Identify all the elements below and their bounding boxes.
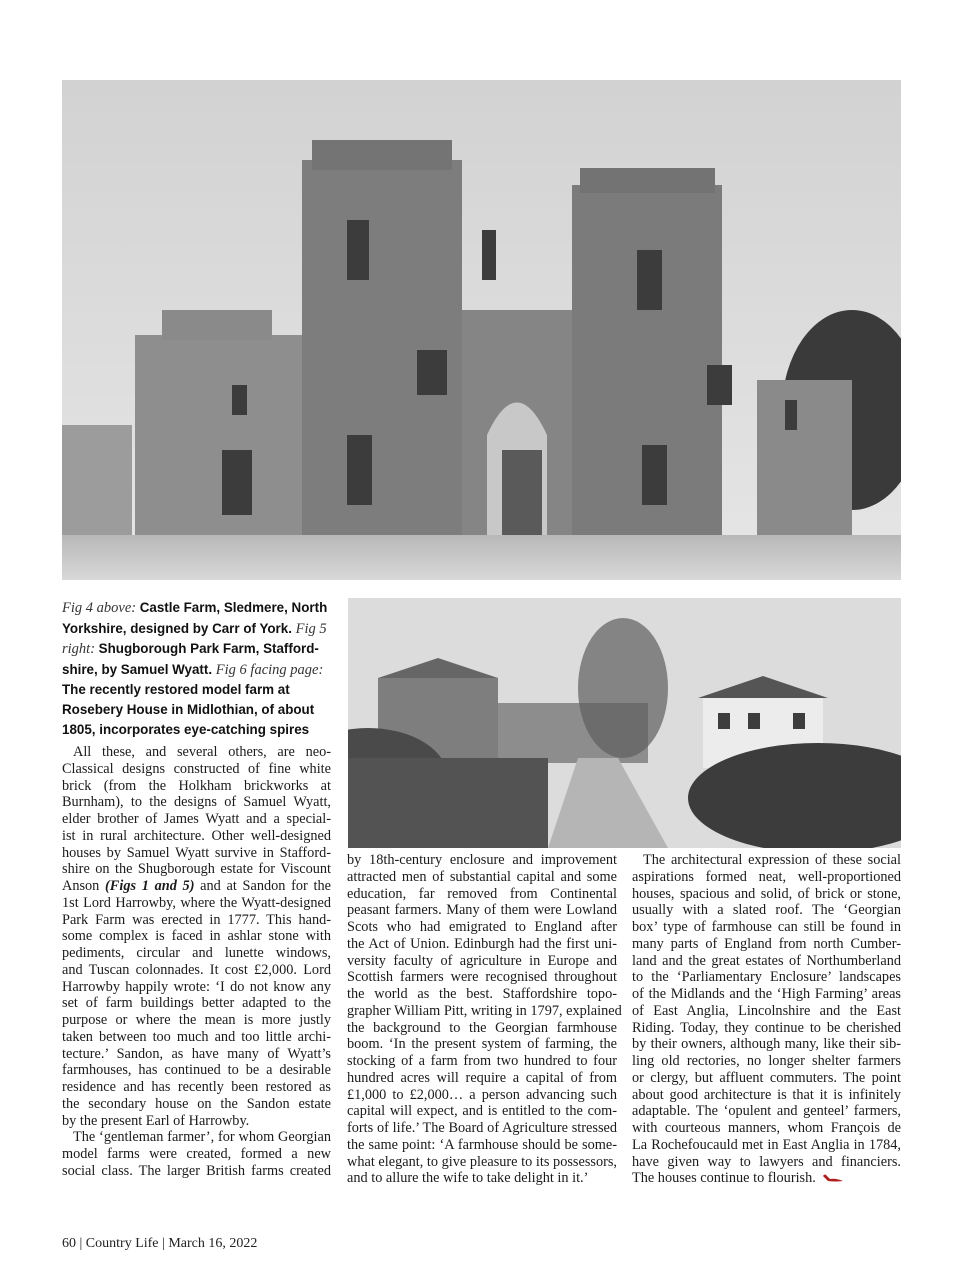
text-line: the secondary house on the Sandon estate (62, 1095, 331, 1112)
text-line: versity faculty of agriculture in Europe and (347, 952, 617, 969)
text-line: model farms were created, formed a new (62, 1146, 331, 1162)
paragraph (347, 852, 622, 1187)
text-line: land and the great estates of Northumberland (632, 952, 901, 969)
text-line: La Rochefoucauld met in East Anglia in 1784, (632, 1136, 901, 1153)
text-line: many parts of England from north Cumber- (632, 935, 901, 952)
figure-reference: (Figs 1 and 5) (105, 878, 195, 894)
text-line: £1,000 to £2,000… a person advancing such (347, 1086, 617, 1103)
text-line: aspirations formed neat, well-proportioned (632, 868, 901, 885)
text-line: what elegant, to give pleasure to its possessors, (347, 1153, 617, 1170)
article-column-2 (347, 852, 622, 1187)
text-line: Burnham), to the designs of Samuel Wyatt, (62, 794, 331, 811)
text-line: The architectural expression of these social (643, 852, 901, 868)
caption-line (62, 619, 348, 640)
text-line: the world as the best. Staffordshire topo- (347, 986, 617, 1002)
paragraph (62, 1129, 331, 1179)
text-line: Riding. Today, they continue to be cherished (632, 1019, 901, 1036)
text-line: with courteous manners, whom François de (632, 1120, 901, 1136)
photo-shugborough-park-farm (348, 598, 901, 848)
text-line: Harrowby happily wrote: ‘I do not know any (62, 978, 331, 995)
text-line: stocking of a farm from two hundred to four (347, 1053, 617, 1069)
caption-figure-label: Fig 5 (295, 620, 327, 637)
text-line: purpose or where the mean is more justly (62, 1012, 331, 1028)
text-line: shire on the Shugborough estate for Viscount (62, 861, 331, 878)
text-line: Scots who had emigrated to England after (347, 919, 617, 935)
text-line: ling old rectories, no longer shelter farmers (632, 1053, 901, 1069)
text-line: Park Farm was erected in 1777. This hand- (62, 911, 331, 928)
text-line: hundred acres will require a capital of from (347, 1069, 617, 1086)
text-line: tecture.’ Sandon, as have many of Wyatt’s (62, 1045, 331, 1062)
text-line: pediments, circular and lunette windows, (62, 945, 331, 961)
text-line: houses, spacious and solid, of brick or stone, (632, 885, 901, 902)
caption-line (62, 720, 348, 740)
text-line: about good architecture is that it is infinitely (632, 1086, 901, 1103)
text-line: ist in rural architecture. Other well-designed (62, 827, 331, 844)
text-line: box’ type of farmhouse can still be found in (632, 919, 901, 935)
text-line: farmhouses, has continued to be a desirable (62, 1062, 331, 1079)
caption-text: The recently restored model farm at (62, 682, 290, 698)
article-column-3 (632, 852, 901, 1187)
text-line: have given way to lawyers and financiers. (632, 1153, 901, 1170)
text-line: and to allure the wife to take delight in it.’ (347, 1170, 589, 1187)
article-column-1 (62, 744, 331, 1180)
figure-caption (62, 598, 348, 739)
text-line: adaptable. The ‘opulent and genteel’ farmers, (632, 1103, 901, 1120)
text-line (62, 878, 331, 895)
caption-figure-label: Fig 4 above: (62, 600, 140, 616)
caption-text: shire, by Samuel Wyatt. (62, 661, 216, 677)
photo-castle-farm-sledmere (62, 80, 901, 580)
caption-text: Shugborough Park Farm, Stafford- (98, 641, 319, 657)
caption-line (62, 680, 348, 700)
text-line: brick (from the Holkham brickworks at (62, 777, 331, 794)
text-line: peasant farmers. Many of them were Lowland (347, 902, 617, 919)
text-line: social class. The larger British farms created (62, 1162, 331, 1179)
text-line: education, far removed from Continental (347, 885, 617, 902)
text-line: attracted men of substantial capital and some (347, 868, 617, 885)
text-line: the same point: ‘A farmhouse should be some- (347, 1136, 617, 1153)
text-line: boom. ‘In the present system of farming, the (347, 1036, 617, 1053)
text-line: The houses continue to flourish. (632, 1170, 816, 1187)
text-line: set of farm buildings better adapted to the (62, 995, 331, 1012)
text-line: usually with a slated roof. The ‘Georgian (632, 902, 901, 919)
end-mark-pheasant-icon (822, 1171, 844, 1188)
caption-text: Yorkshire, designed by Carr of York. (62, 620, 296, 636)
text-line: houses by Samuel Wyatt survive in Stafford- (62, 844, 331, 861)
text-line: by 18th-century enclosure and improvement (347, 852, 617, 868)
text-line: taken between too much and too little archi- (62, 1028, 331, 1045)
text-line: some complex is faced in ashlar stone with (62, 928, 331, 945)
text-line: and Tuscan colonnades. It cost £2,000. Lord (62, 961, 331, 978)
text-line: by their owners, although many, like their sib- (632, 1036, 901, 1053)
caption-text: Rosebery House in Midlothian, of about (62, 701, 315, 717)
text-segment: Anson (62, 878, 106, 894)
text-line: The ‘gentleman farmer’, for whom Georgian (73, 1129, 331, 1146)
text-line: or clergy, but affluent commuters. The point (632, 1069, 901, 1086)
text-line: elder brother of James Wyatt and a special- (62, 811, 331, 827)
caption-line (62, 700, 348, 720)
paragraph (632, 852, 901, 1187)
caption-figure-label: Fig 6 facing page: (215, 661, 324, 678)
text-line: forts of life.’ The Board of Agriculture stressed (347, 1120, 617, 1136)
caption-text: Castle Farm, Sledmere, North (139, 600, 328, 615)
page-footer-folio: 60 | Country Life | March 16, 2022 (62, 1236, 258, 1251)
text-line: All these, and several others, are neo- (73, 744, 331, 760)
paragraph (62, 744, 331, 1129)
text-line: by the present Earl of Harrowby. (62, 1112, 250, 1129)
text-line: Scottish farmers were recognised throughout (347, 969, 617, 986)
text-line: the Act of Union. Edinburgh had the first uni- (347, 935, 617, 952)
text-line: capital will expect, and is entitled to the com- (347, 1103, 617, 1120)
text-line: of East Anglia, Lincolnshire and the East (632, 1002, 901, 1019)
caption-line (62, 639, 348, 660)
caption-line (62, 660, 348, 681)
text-line: of the Midlands and the ‘High Farming’ areas (632, 986, 901, 1002)
text-line: the background to the Georgian farmhouse (347, 1019, 617, 1036)
caption-figure-label: right: (62, 641, 99, 658)
caption-text: 1805, incorporates eye-catching spires (62, 721, 310, 737)
caption-line (62, 598, 348, 619)
text-line: grapher William Pitt, writing in 1797, explained (347, 1002, 622, 1019)
text-line: 1st Lord Harrowby, where the Wyatt-designed (62, 894, 331, 911)
text-line: Classical designs constructed of fine white (62, 760, 331, 777)
text-line: residence and has recently been restored as (62, 1079, 331, 1095)
text-line: to the ‘Parliamentary Enclosure’ landscapes (632, 969, 901, 986)
text-segment: and at Sandon for the (194, 878, 331, 894)
